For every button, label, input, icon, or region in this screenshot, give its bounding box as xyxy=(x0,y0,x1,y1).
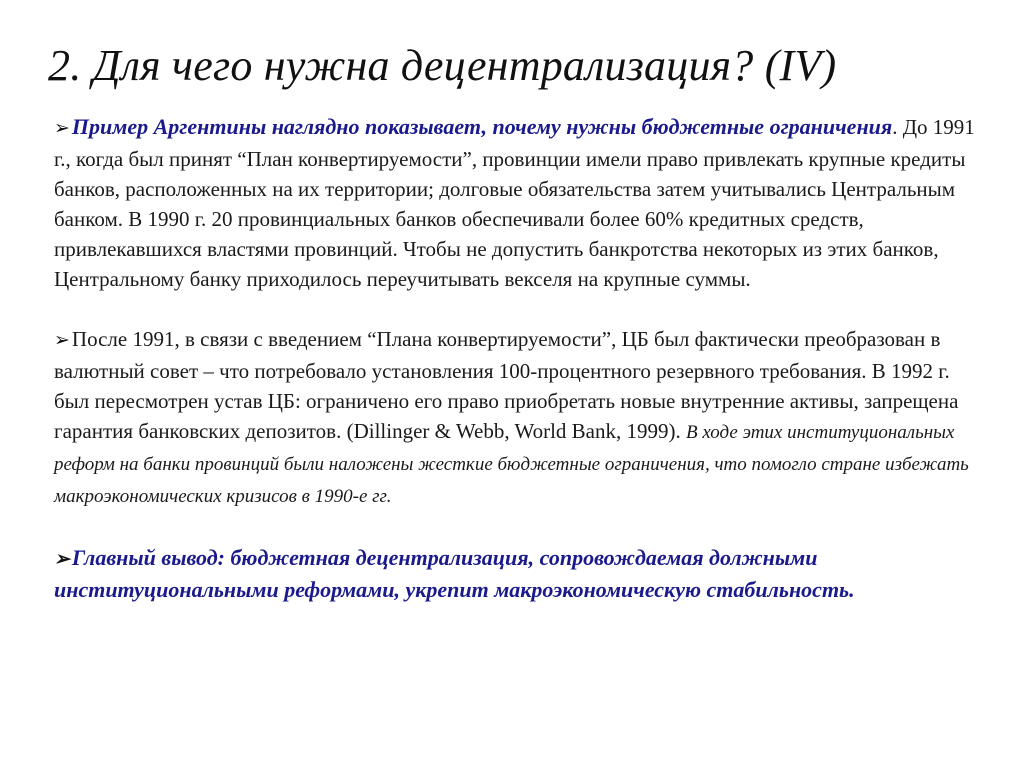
spacer xyxy=(54,294,984,324)
italic-note: В ходе этих институциональных реформ на банки провинций были наложены жесткие бюджетные ограничения, что помогло стране избежать макроэкономических кризисов в 1990-е гг. xyxy=(54,422,969,507)
paragraph-body: После 1991, в связи с введением “Плана конвертируемости”, ЦБ был фактически преобразован в валютный совет – что потребовало установления 100-процентного резервного требования. В 1992 г. был пересмотрен устав ЦБ: ограничено его право приобретать новые внутренние активы, запрещена гарантия банковских депозитов. (Dillinger & Webb, World Bank, 1999). xyxy=(54,327,959,443)
arrow-bullet-icon: ➢ xyxy=(54,549,70,570)
conclusion-text: Главный вывод: бюджетная децентрализация, сопровождаемая должными институциональными реформами, укрепит макроэкономическую стабильность. xyxy=(54,545,855,602)
paragraph-post-1991 xyxy=(54,324,984,512)
arrow-bullet-icon: ➢ xyxy=(54,330,70,351)
paragraph-body: . До 1991 г., когда был принят “План конвертируемости”, провинции имели право привлекать крупные кредиты банков, расположенных на их территории; долговые обязательства затем учитывались Центральным банком. В 1990 г. 20 провинциальных банков обеспечивали более 60% кредитных средств, привлекавшихся властями провинций. Чтобы не допустить банкротства некоторых из этих банков, Центральному банку приходилось переучитывать векселя на крупные суммы. xyxy=(54,115,975,291)
slide-title: 2. Для чего нужна децентрализация? (IV) xyxy=(48,41,837,90)
slide-content xyxy=(54,112,984,605)
paragraph-conclusion xyxy=(54,543,984,605)
spacer xyxy=(54,512,984,543)
emphasis-lead: Пример Аргентины наглядно показывает, почему нужны бюджетные ограничения xyxy=(71,114,893,139)
paragraph-argentina-example xyxy=(54,112,984,294)
arrow-bullet-icon: ➢ xyxy=(54,118,70,139)
